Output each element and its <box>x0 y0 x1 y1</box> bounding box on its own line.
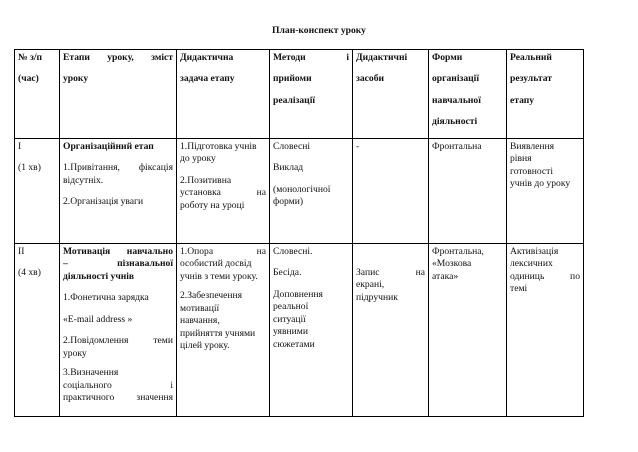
header-forms: Форми організації навчальної діяльності <box>429 50 507 139</box>
stage-cell: Організаційний етап 1.Привітання, фіксація відсутніх. 2.Організація уваги <box>60 138 177 243</box>
row-number-cell: II (4 хв) <box>15 243 60 416</box>
means-cell: Запис на екрані, підручник <box>353 243 429 416</box>
header-row <box>15 50 584 139</box>
page-title: План-конспект уроку <box>272 25 366 36</box>
table-row <box>15 243 584 416</box>
methods-cell: Словесні. Бесіда. Доповнення реальної ситуації уявними сюжетами <box>270 243 353 416</box>
forms-cell: Фронтальна, «Мозкова атака» <box>429 243 507 416</box>
methods-cell: Словесні Виклад (монологічної форми) <box>270 138 353 243</box>
stage-cell: Мотивація навчально – пізнавальної діяльності учнів 1.Фонетична зарядка «E-mail address » 2.Повідомлення теми уроку 3.Визначення соціального і практичного значення <box>60 243 177 416</box>
header-stage: Етапи уроку, зміст уроку <box>60 50 177 139</box>
row-number-cell: I (1 хв) <box>15 138 60 243</box>
header-number-time: № з/п (час) <box>15 50 60 139</box>
table-row <box>15 138 584 243</box>
result-cell: Виявлення рівня готовності учнів до уроку <box>507 138 584 243</box>
header-task: Дидактична задача етапу <box>177 50 270 139</box>
header-result: Реальний результат етапу <box>507 50 584 139</box>
forms-cell: Фронтальна <box>429 138 507 243</box>
task-cell: 1.Підготовка учнів до уроку 2.Позитивна установка на роботу на уроці <box>177 138 270 243</box>
lesson-plan-table <box>14 49 584 417</box>
means-cell: - <box>353 138 429 243</box>
result-cell: Активізація лексичних одиниць по темі <box>507 243 584 416</box>
header-means: Дидактичні засоби <box>353 50 429 139</box>
task-cell: 1.Опора на особистий досвід учнів з теми уроку. 2.Забезпечення мотивації навчання, прийняття учнями цілей уроку. <box>177 243 270 416</box>
header-methods: Методи і прийоми реалізації <box>270 50 353 139</box>
